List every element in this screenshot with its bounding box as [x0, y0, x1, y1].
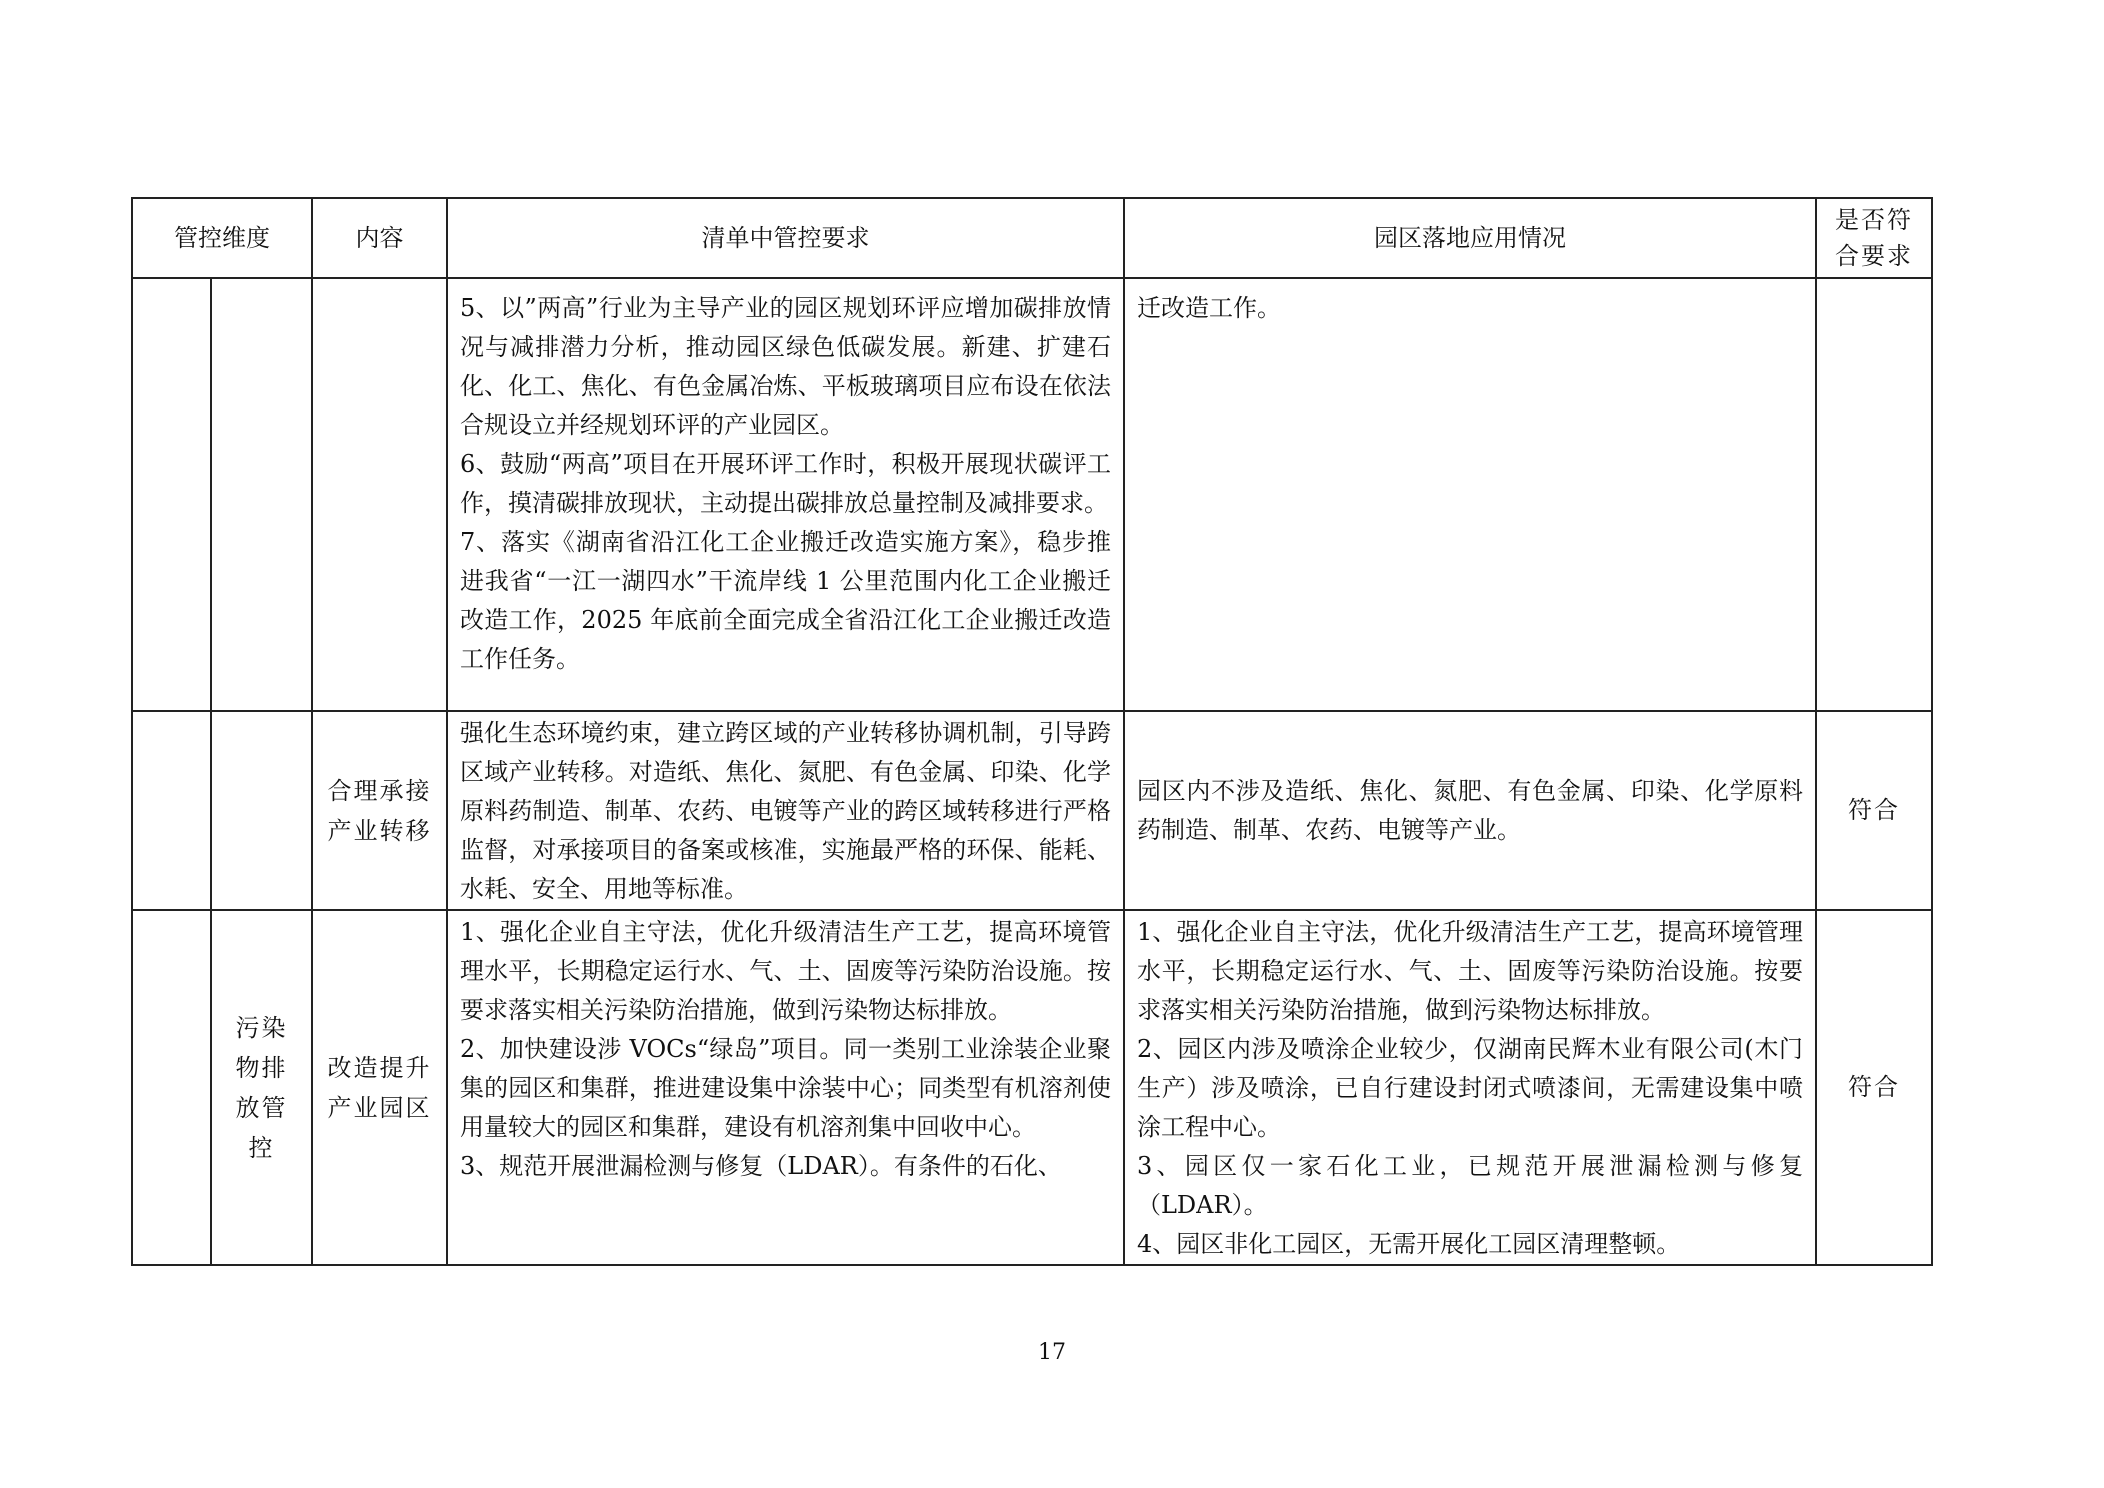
control-requirements-table [131, 197, 1933, 1266]
requirement-item: 2、加快建设涉 VOCs“绿岛”项目。同一类别工业涂装企业聚集的园区和集群，推进建设集中涂装中心；同类型有机溶剂使用量较大的园区和集群，建设有机溶剂集中回收中心。 [460, 1035, 1111, 1141]
conformity-cell [1816, 278, 1932, 711]
outer-dimension-cell [132, 711, 211, 910]
table-row [132, 711, 1932, 910]
header-dimension: 管控维度 [132, 198, 312, 278]
content-cell: 合理承接产业转移 [312, 711, 447, 910]
conformity-cell: 符合 [1816, 910, 1932, 1265]
requirement-item: 强化生态环境约束，建立跨区域的产业转移协调机制，引导跨区域产业转移。对造纸、焦化、氮肥、有色金属、印染、化学原料药制造、制革、农药、电镀等产业的跨区域转移进行严格监督，对承接项目的备案或核准，实施最严格的环保、能耗、水耗、安全、用地等标准。 [460, 719, 1111, 903]
application-item: 园区内不涉及造纸、焦化、氮肥、有色金属、印染、化学原料药制造、制革、农药、电镀等产业。 [1137, 776, 1803, 844]
outer-dimension-cell [132, 910, 211, 1265]
content-cell: 改造提升产业园区 [312, 910, 447, 1265]
application-cell [1124, 711, 1816, 910]
header-requirement: 清单中管控要求 [447, 198, 1124, 278]
requirement-item: 6、鼓励“两高”项目在开展环评工作时，积极开展现状碳评工作，摸清碳排放现状，主动提出碳排放总量控制及减排要求。 [460, 450, 1111, 517]
page-number: 17 [1038, 1340, 1066, 1365]
application-item: 3、园区仅一家石化工业，已规范开展泄漏检测与修复（LDAR）。 [1137, 1152, 1803, 1219]
requirement-item: 1、强化企业自主守法，优化升级清洁生产工艺，提高环境管理水平，长期稳定运行水、气、土、固废等污染防治设施。按要求落实相关污染防治措施，做到污染物达标排放。 [460, 918, 1111, 1024]
requirement-cell [447, 910, 1124, 1265]
content-cell [312, 278, 447, 711]
dimension-cell: 污染物排放管控 [211, 910, 312, 1265]
requirement-cell [447, 278, 1124, 711]
requirement-cell [447, 711, 1124, 910]
requirement-item: 5、以”两高”行业为主导产业的园区规划环评应增加碳排放情况与减排潜力分析，推动园区绿色低碳发展。新建、扩建石化、化工、焦化、有色金属冶炼、平板玻璃项目应布设在依法合规设立并经规划环评的产业园区。 [460, 294, 1111, 439]
application-item: 1、强化企业自主守法，优化升级清洁生产工艺，提高环境管理水平，长期稳定运行水、气、土、固废等污染防治设施。按要求落实相关污染防治措施，做到污染物达标排放。 [1137, 918, 1803, 1024]
outer-dimension-cell [132, 278, 211, 711]
application-cell [1124, 910, 1816, 1265]
application-item: 迁改造工作。 [1137, 294, 1281, 322]
table-row [132, 278, 1932, 711]
header-application: 园区落地应用情况 [1124, 198, 1816, 278]
table-header-row [132, 198, 1932, 278]
table-row [132, 910, 1932, 1265]
header-content: 内容 [312, 198, 447, 278]
application-cell [1124, 278, 1816, 711]
application-item: 4、园区非化工园区，无需开展化工园区清理整顿。 [1137, 1230, 1681, 1258]
requirement-item: 7、落实《湖南省沿江化工企业搬迁改造实施方案》，稳步推进我省“一江一湖四水”干流岸线 1 公里范围内化工企业搬迁改造工作，2025 年底前全面完成全省沿江化工企业搬迁改造工作任务。 [460, 528, 1111, 673]
requirement-item: 3、规范开展泄漏检测与修复（LDAR）。有条件的石化、 [460, 1152, 1062, 1180]
header-conformity: 是否符合要求 [1816, 198, 1932, 278]
conformity-cell: 符合 [1816, 711, 1932, 910]
dimension-cell [211, 278, 312, 711]
dimension-cell [211, 711, 312, 910]
application-item: 2、园区内涉及喷涂企业较少，仅湖南民辉木业有限公司(木门生产）涉及喷涂，已自行建设封闭式喷漆间，无需建设集中喷涂工程中心。 [1137, 1035, 1803, 1141]
